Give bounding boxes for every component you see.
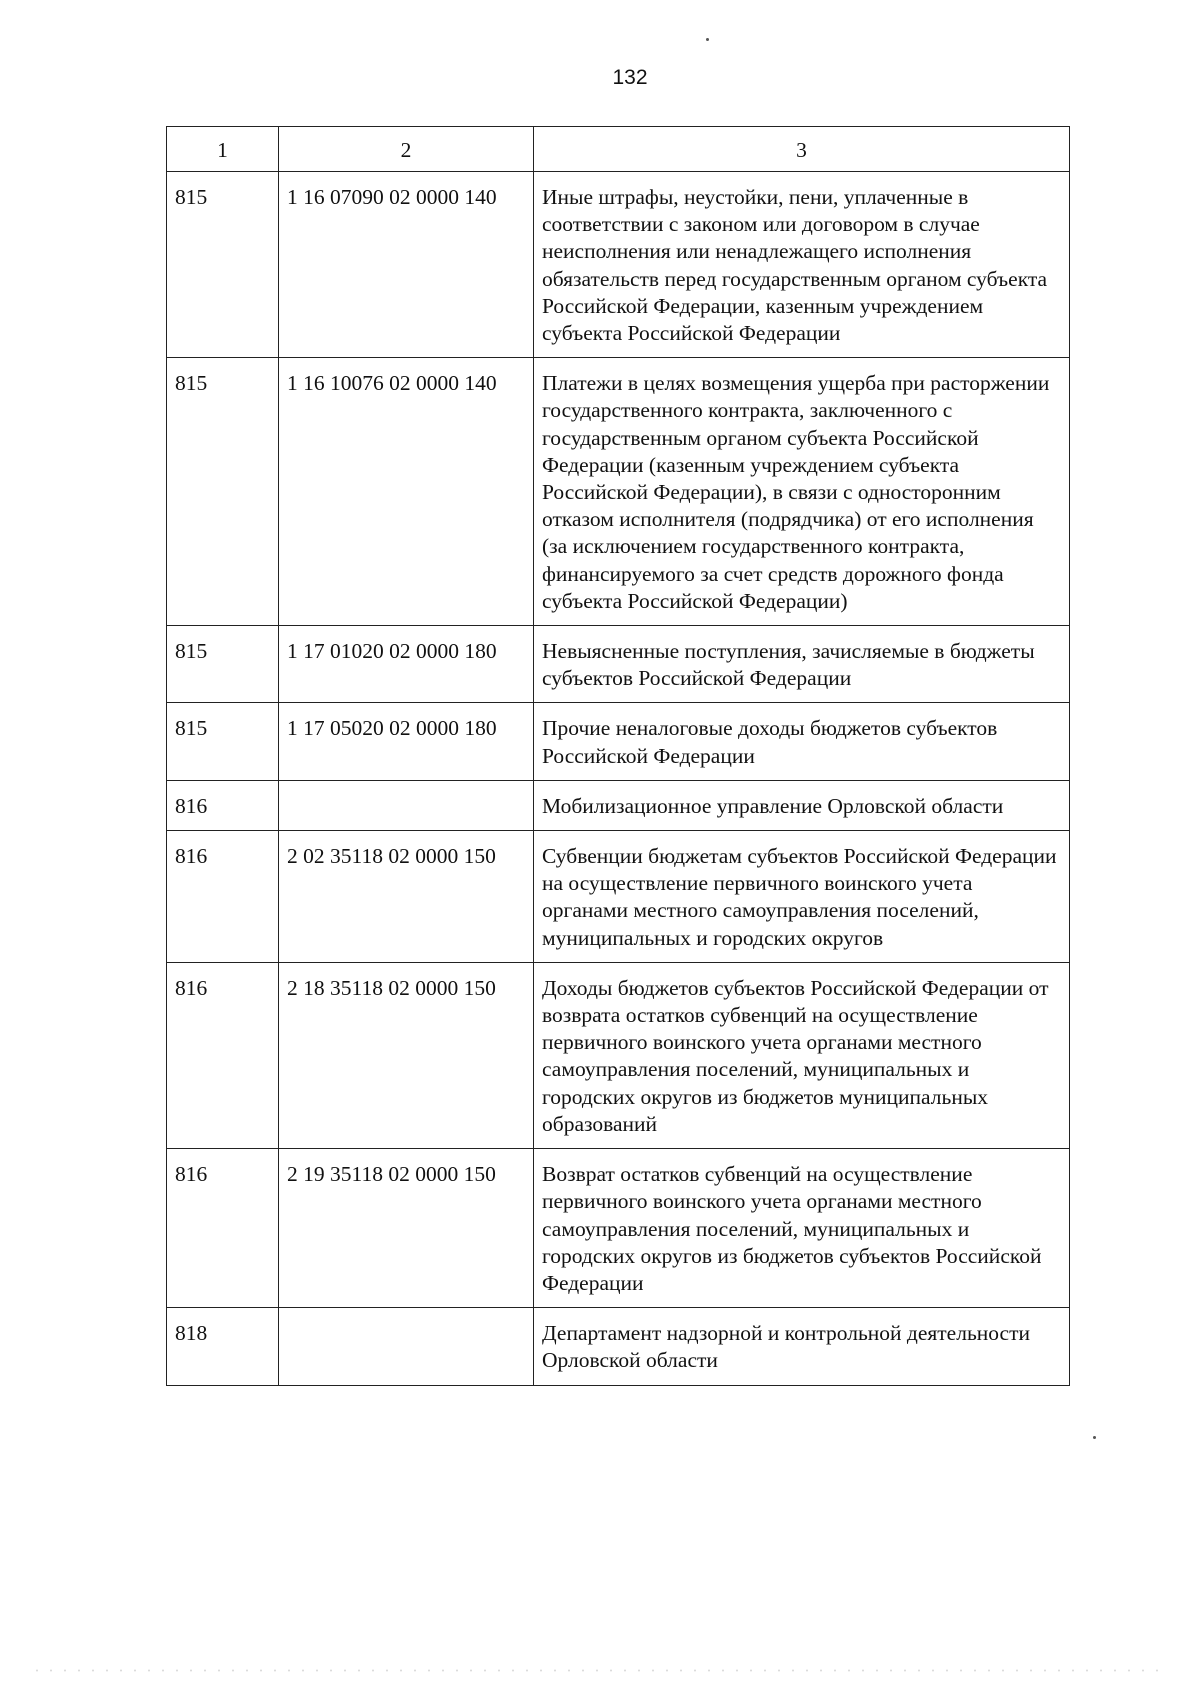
budget-code-cell: 1 16 07090 02 0000 140 bbox=[279, 172, 534, 358]
table-row bbox=[167, 780, 1070, 830]
column-header-1: 1 bbox=[167, 127, 279, 172]
description-cell: Департамент надзорной и контрольной деятельности Орловской области bbox=[534, 1308, 1070, 1385]
table-row bbox=[167, 358, 1070, 626]
description-cell: Возврат остатков субвенций на осуществление первичного воинского учета органами местного самоуправления поселений, муниципальных и городских округов из бюджетов субъектов Российской Федерации bbox=[534, 1149, 1070, 1308]
budget-code-cell: 2 18 35118 02 0000 150 bbox=[279, 962, 534, 1148]
table-row bbox=[167, 626, 1070, 703]
column-header-3: 3 bbox=[534, 127, 1070, 172]
admin-code-cell: 815 bbox=[167, 703, 279, 780]
column-header-2: 2 bbox=[279, 127, 534, 172]
scan-speck bbox=[706, 38, 709, 41]
budget-code-cell bbox=[279, 780, 534, 830]
table-row bbox=[167, 1308, 1070, 1385]
budget-code-cell: 1 16 10076 02 0000 140 bbox=[279, 358, 534, 626]
budget-code-cell: 1 17 01020 02 0000 180 bbox=[279, 626, 534, 703]
table-row bbox=[167, 703, 1070, 780]
table-header-row bbox=[167, 127, 1070, 172]
budget-code-cell: 2 19 35118 02 0000 150 bbox=[279, 1149, 534, 1308]
description-cell: Мобилизационное управление Орловской области bbox=[534, 780, 1070, 830]
scan-speck bbox=[1093, 1436, 1096, 1439]
admin-code-cell: 816 bbox=[167, 831, 279, 963]
budget-code-cell bbox=[279, 1308, 534, 1385]
admin-code-cell: 815 bbox=[167, 358, 279, 626]
admin-code-cell: 818 bbox=[167, 1308, 279, 1385]
description-cell: Доходы бюджетов субъектов Российской Федерации от возврата остатков субвенций на осуществление первичного воинского учета органами местного самоуправления поселений, муниципальных и городских округов из бюджетов муниципальных образований bbox=[534, 962, 1070, 1148]
table-row bbox=[167, 962, 1070, 1148]
admin-code-cell: 815 bbox=[167, 626, 279, 703]
admin-code-cell: 816 bbox=[167, 1149, 279, 1308]
description-cell: Иные штрафы, неустойки, пени, уплаченные в соответствии с законом или договором в случае неисполнения или ненадлежащего исполнения обязательств перед государственным органом субъекта Российской Федерации, казенным учреждением субъекта Российской Федерации bbox=[534, 172, 1070, 358]
description-cell: Платежи в целях возмещения ущерба при расторжении государственного контракта, заключенного с государственным органом субъекта Российской Федерации (казенным учреждением субъекта Российской Федерации), в связи с односторонним отказом исполнителя (подрядчика) от его исполнения (за исключением государственного контракта, финансируемого за счет средств дорожного фонда субъекта Российской Федерации) bbox=[534, 358, 1070, 626]
budget-code-cell: 1 17 05020 02 0000 180 bbox=[279, 703, 534, 780]
description-cell: Субвенции бюджетам субъектов Российской Федерации на осуществление первичного воинского учета органами местного самоуправления поселений, муниципальных и городских округов bbox=[534, 831, 1070, 963]
budget-code-cell: 2 02 35118 02 0000 150 bbox=[279, 831, 534, 963]
scan-noise-strip bbox=[30, 1668, 1170, 1674]
admin-code-cell: 816 bbox=[167, 962, 279, 1148]
page-number: 132 bbox=[612, 66, 648, 89]
table-row bbox=[167, 1149, 1070, 1308]
budget-codes-table bbox=[166, 126, 1070, 1386]
description-cell: Невыясненные поступления, зачисляемые в бюджеты субъектов Российской Федерации bbox=[534, 626, 1070, 703]
table-row bbox=[167, 172, 1070, 358]
admin-code-cell: 816 bbox=[167, 780, 279, 830]
admin-code-cell: 815 bbox=[167, 172, 279, 358]
table-row bbox=[167, 831, 1070, 963]
description-cell: Прочие неналоговые доходы бюджетов субъектов Российской Федерации bbox=[534, 703, 1070, 780]
